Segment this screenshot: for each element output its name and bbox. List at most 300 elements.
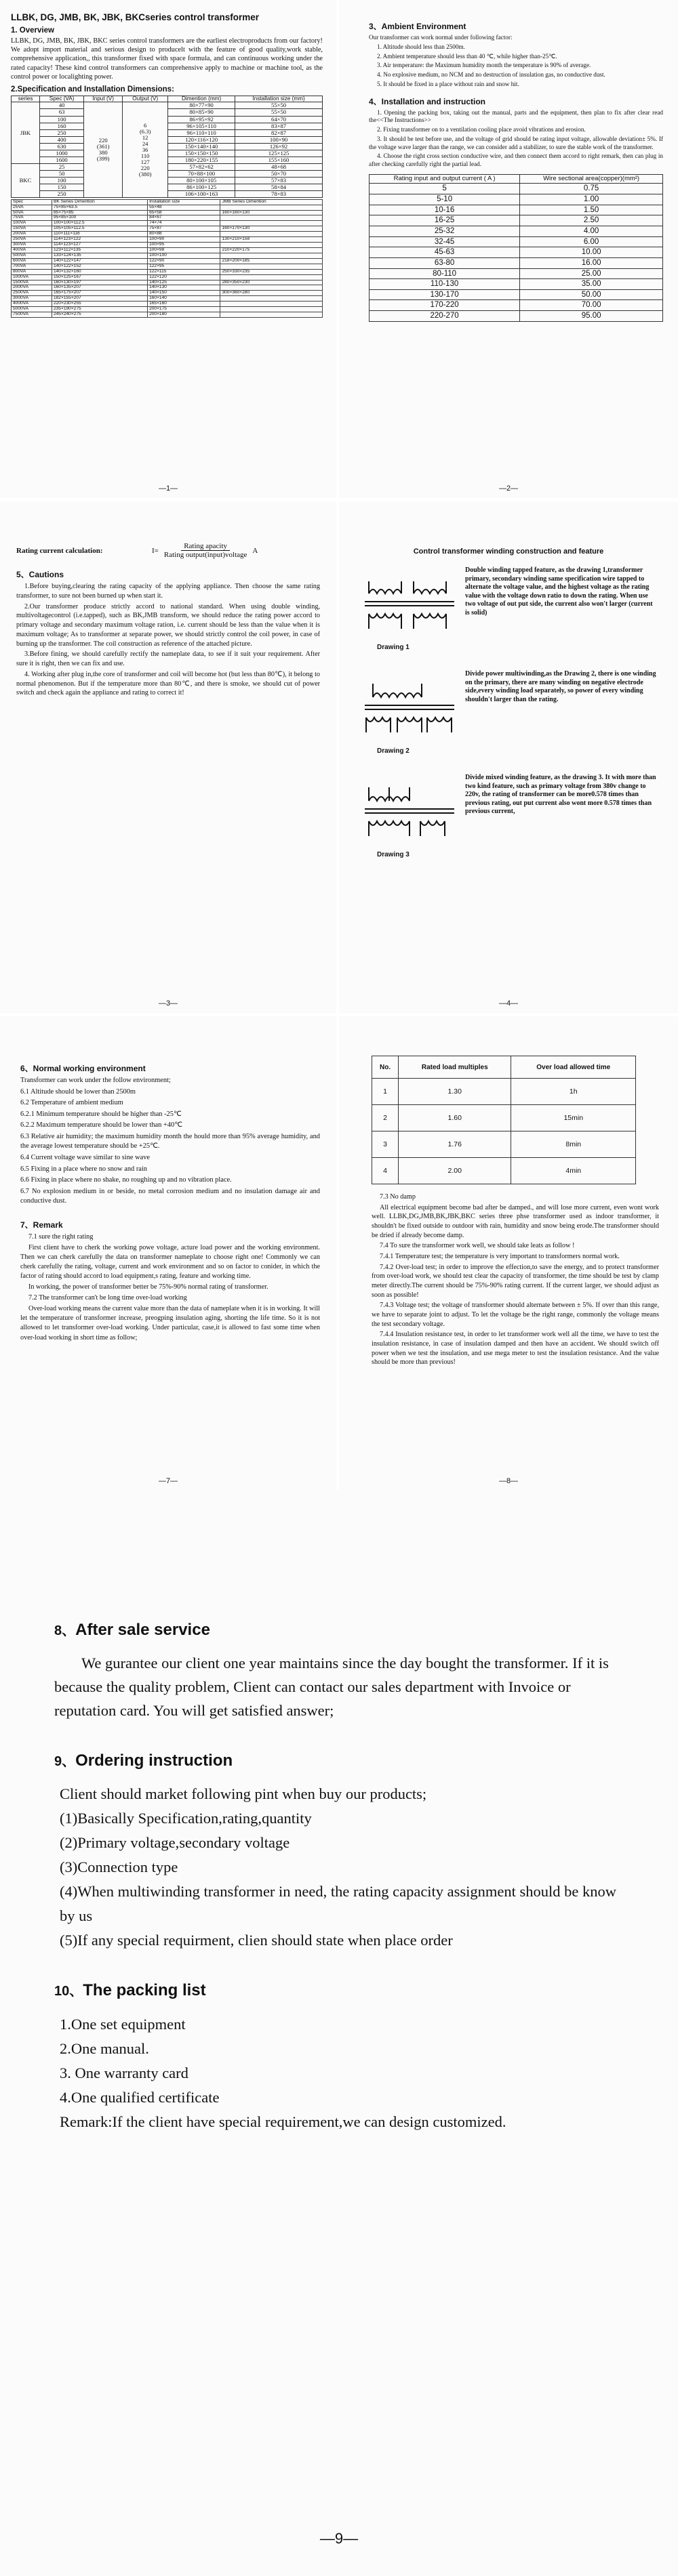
- install-size-cell: 64×70: [235, 116, 323, 123]
- overload-header-cell: No.: [372, 1056, 399, 1079]
- install-size-cell: 55×50: [235, 102, 323, 109]
- spec-table: [11, 96, 323, 198]
- bk-row: [12, 274, 323, 280]
- bk-cell: 123×112×135: [52, 247, 147, 253]
- ambient-item: 4. No explosive medium, no NCM and no destruction of insulation gas, no conductive dust.: [377, 71, 605, 79]
- spec-row: [12, 102, 323, 109]
- bk-cell: 140×150: [148, 291, 220, 296]
- overload-header-cell: Over load allowed time: [511, 1056, 636, 1079]
- bk-cell: 75VA: [12, 215, 52, 221]
- overload-cell: 4: [372, 1158, 399, 1184]
- install-size-cell: 100×90: [235, 136, 323, 143]
- spec-cell: 25: [40, 163, 84, 170]
- spec-header-cell: Dimention (mm): [168, 96, 235, 102]
- spec-cell: 250: [40, 190, 84, 197]
- wire-row: [370, 300, 663, 311]
- bk-cell: 100×100: [148, 253, 220, 258]
- bk-cell: 100×90: [148, 237, 220, 243]
- document-title: LLBK, DG, JMB, BK, JBK, BKCseries control transformer: [11, 12, 260, 22]
- wire-cell: 130-170: [370, 289, 520, 300]
- overload-row: [372, 1105, 636, 1131]
- caution-item: 3.Before fining, we should carefully rectify the nameplate data, to see if it suit your requirement. After sure it is right, then we can fix and use.: [16, 650, 320, 668]
- wire-row: [370, 215, 663, 226]
- test-item: 7.3 No damp: [380, 1193, 416, 1201]
- bk-cell: 140×122×152: [52, 264, 147, 269]
- wire-cell: 25.00: [520, 268, 663, 279]
- dimension-cell: 70×88×100: [168, 170, 235, 177]
- bk-cell: 130×210×158: [220, 237, 323, 243]
- test-item: All electrical equipment become bad after be damped., and will lose more current, even wont work well. LLBK,DG,JMB,BK,JBK,BKC series three phse transformer used as indoor transformer, it shouldn't be fixed outside to outdoor with rain, humidity and snow being erode.The transformer should be dried if already become damp.: [372, 1203, 659, 1239]
- bk-cell: 200×175: [148, 307, 220, 312]
- bk-cell: 140×132×160: [52, 269, 147, 274]
- bk-row: [12, 269, 323, 274]
- install-size-cell: 50×70: [235, 170, 323, 177]
- environment-item: 6.2 Temperature of ambient medium: [20, 1099, 123, 1107]
- overload-row: [372, 1131, 636, 1158]
- ambient-intro: Our transformer can work normal under following factor:: [369, 34, 513, 41]
- section-2-heading: 2.Specification and Installation Dimensions:: [11, 85, 174, 94]
- formula-lead: Rating current calculation:: [16, 546, 103, 555]
- environment-item: 6.7 No explosion medium in or beside, no metal corrosion medium and no insulation damage air and conductive dust.: [20, 1187, 320, 1205]
- spec-cell: 63: [40, 109, 84, 116]
- wire-row: [370, 236, 663, 247]
- overload-cell: 1h: [511, 1079, 636, 1105]
- installation-item: 3. It should be test before use, and the voltage of grid should be rating input voltage, allowable deviation± 5%. If the voltage wave larger than the range, we can consider add a stabilizer, to sure the stable work of the transformer.: [369, 135, 663, 150]
- overload-row: [372, 1079, 636, 1105]
- bk-cell: [220, 274, 323, 280]
- spec-cell: 630: [40, 143, 84, 150]
- bk-cell: 105×105×112.5: [52, 226, 147, 232]
- bk-cell: [220, 205, 323, 210]
- bk-cell: 122×90: [148, 258, 220, 264]
- bk-cell: 235×190×275: [52, 307, 147, 312]
- test-item: 7.4 To sure the transformer work well, we should take leats as follow !: [380, 1242, 575, 1250]
- manual-page-3: [0, 501, 336, 1013]
- bk-cell: 2500VA: [12, 291, 52, 296]
- spec-cell: 1600: [40, 157, 84, 163]
- bk-cell: 165×160: [148, 302, 220, 307]
- dimension-cell: 120×116×120: [168, 136, 235, 143]
- wire-row: [370, 247, 663, 258]
- dimension-cell: 150×140×140: [168, 143, 235, 150]
- section-1-heading: 1. Overview: [11, 26, 54, 35]
- bk-cell: 300×360×280: [220, 291, 323, 296]
- formula-denominator: Rating output(input)voltage: [163, 551, 247, 559]
- wire-cell: 32-45: [370, 236, 520, 247]
- installation-item: 1. Opening the packing box, taking out the manual, parts and the equipment, then plan to fix after clear read the<<The Instructions>>: [369, 108, 663, 124]
- wire-cell: 5: [370, 184, 520, 194]
- current-formula: [16, 542, 320, 559]
- overload-cell: 1: [372, 1079, 399, 1105]
- caution-item: 1.Before buying,clearing the rating capacity of the applying appliance. Then choose the same rating transformer, to sure not been burned up when start it.: [16, 583, 320, 600]
- manual-page-8: [339, 1016, 678, 1491]
- formula-numerator: Rating apacity: [181, 542, 230, 551]
- drawing-caption: Drawing 3: [377, 851, 410, 858]
- bk-header-cell: Spec: [12, 199, 52, 205]
- ambient-item: 3. Air temperature: the Maximum humidity month the temperature is 90% of average.: [377, 62, 591, 69]
- wire-cell: 50.00: [520, 289, 663, 300]
- spec-cell: 250: [40, 129, 84, 136]
- overload-table: [372, 1056, 636, 1184]
- bk-cell: 800VA: [12, 269, 52, 274]
- winding-diagram-3: [359, 774, 461, 848]
- packing-item: Remark:If the client have special requirement,we can design customized.: [60, 2113, 506, 2130]
- spec-header-cell: Output (V): [123, 96, 168, 102]
- wire-header-cell: Rating input and output current ( A ): [370, 174, 520, 183]
- packing-item: 2.One manual.: [60, 2039, 149, 2057]
- bk-cell: [220, 215, 323, 221]
- section-9-heading: [54, 1750, 617, 1770]
- wire-cell: 70.00: [520, 300, 663, 311]
- input-cell: 220 (361) 380 (399): [84, 102, 123, 197]
- spec-cell: 100: [40, 116, 84, 123]
- install-size-cell: 57×83: [235, 177, 323, 184]
- bk-cell: 75×87: [148, 226, 220, 232]
- bk-cell: 100×95: [148, 243, 220, 248]
- dimension-cell: 180×220×155: [168, 157, 235, 163]
- bk-cell: 200VA: [12, 232, 52, 237]
- wire-row: [370, 289, 663, 300]
- wire-cell: 1.00: [520, 194, 663, 205]
- series-cell: BKC: [12, 163, 40, 197]
- wire-row: [370, 205, 663, 215]
- drawing-description: Divide power multiwinding,as the Drawing 2, there is one winding on the primary, there are many winding on negative electrode side,every winding load separately, so power of every winding shouldn't larger than the rating.: [465, 670, 656, 703]
- spec-cell: 400: [40, 136, 84, 143]
- spec-cell: 50: [40, 170, 84, 177]
- packing-item: 1.One set equipment: [60, 2015, 186, 2033]
- drawing-description: Double winding tapped feature, as the drawing 1,transformer primary, secondary winding same specification wire tapped to alternate the voltage value, and the highest voltage as the rating value with the voltage down ratio to down the rating. When use two voltage of out put side, the current also won't larger (current is solid): [465, 566, 653, 617]
- dimension-cell: 150×150×150: [168, 150, 235, 157]
- wire-row: [370, 184, 663, 194]
- page-number: —8—: [498, 1477, 519, 1485]
- bk-cell: 500VA: [12, 253, 52, 258]
- overload-cell: 15min: [511, 1105, 636, 1131]
- wire-cell: 45-63: [370, 247, 520, 258]
- ordering-item: (5)If any special requirment, clien should state when place order: [60, 1931, 453, 1949]
- section-10-title: The packing list: [83, 1980, 206, 1999]
- overload-cell: 3: [372, 1131, 399, 1158]
- bk-cell: 55×48: [148, 205, 220, 210]
- bk-cell: 2000VA: [12, 285, 52, 291]
- wire-header-cell: Wire sectional area(copper)(mm²): [520, 174, 663, 183]
- wire-cell: 95.00: [520, 311, 663, 322]
- overload-header-cell: Rated load multiples: [399, 1056, 511, 1079]
- page-number: —4—: [498, 999, 519, 1007]
- bk-cell: [220, 302, 323, 307]
- overload-cell: 2: [372, 1105, 399, 1131]
- ambient-item: 5. It should be fixed in a place without rain and snow hit.: [377, 80, 519, 87]
- wire-cell: 110-130: [370, 279, 520, 290]
- dimension-cell: 80×85×90: [168, 109, 235, 116]
- overload-cell: 2.00: [399, 1158, 511, 1184]
- bk-cell: 245×240×275: [52, 312, 147, 318]
- wire-cell: 10.00: [520, 247, 663, 258]
- bk-cell: 3000VA: [12, 296, 52, 302]
- bk-cell: 122×115: [148, 269, 220, 274]
- bk-cell: 160×170×130: [220, 226, 323, 232]
- formula-i: I=: [152, 546, 159, 555]
- install-size-cell: 55×50: [235, 109, 323, 116]
- wire-row: [370, 257, 663, 268]
- section-5-heading: 5、Cautions: [16, 570, 64, 579]
- bk-cell: 133×124×135: [52, 253, 147, 258]
- section-10-heading: [54, 1980, 617, 2000]
- ambient-item: 1. Altitude should less than 2500m.: [377, 43, 465, 50]
- environment-item: 6.4 Current voltage wave similar to sine wave: [20, 1153, 151, 1161]
- section-7-heading: 7、Remark: [20, 1220, 63, 1230]
- dimension-cell: 96×105×110: [168, 123, 235, 129]
- dimension-cell: 57×82×62: [168, 163, 235, 170]
- wire-row: [370, 279, 663, 290]
- environment-item: 6.3 Relative air humidity; the maximum humidity month the hould more than 95% average humidity, and the average lowest temperature should be +25℃.: [20, 1132, 320, 1150]
- dimension-cell: 106×100×163: [168, 190, 235, 197]
- ordering-intro: Client should market following pint when buy our products;: [60, 1785, 427, 1802]
- page-number: —2—: [498, 484, 519, 493]
- spec-cell: 150: [40, 184, 84, 190]
- overview-text: LLBK, DG, JMB, BK, JBK, BKC series control transformers are the earliest electroproducts from our factory! We adopt import material and serious design to producelt with the feature of good quality,work stable, comprehensive application,, this transformer fixed with space formula, and can continuous working under the rated capacity! These kind control transformers can comprehensive apply to machine or machine tool, as the control power or localighting power.: [11, 37, 323, 81]
- bk-cell: 110×111×116: [52, 232, 147, 237]
- bk-cell: 1000VA: [12, 274, 52, 280]
- bk-cell: 280×350×230: [220, 280, 323, 285]
- manual-page-7: [0, 1016, 336, 1491]
- drawing-description: Divide mixed winding feature, as the drawing 3. It with more than two kind feature, such as primary voltage from 380v change to 220v, the rating of transformer can be more0.578 times than previous rating, out put current also wont more 0.578 times than previous current,: [465, 774, 656, 815]
- bk-cell: 150VA: [12, 226, 52, 232]
- remark-item: In working, the power of transformer better be 75%-90% normal rating of transformer.: [28, 1283, 268, 1291]
- drawing-1: [359, 566, 658, 641]
- bk-header-cell: JMB Series Dimention: [220, 199, 323, 205]
- dimension-cell: 86×100×125: [168, 184, 235, 190]
- spec-cell: 40: [40, 102, 84, 109]
- spec-header-cell: series: [12, 96, 40, 102]
- install-size-cell: 48×68: [235, 163, 323, 170]
- bk-cell: 85×75×85: [52, 210, 147, 215]
- bk-cell: 140×125: [148, 280, 220, 285]
- installation-item: 4. Choose the right cross section conductive wire, and then connect them accord to right remark, then can plug in after checking carefully right the partial lead.: [369, 152, 663, 168]
- bk-cell: 400VA: [12, 247, 52, 253]
- bk-cell: 150×125×167: [52, 274, 147, 280]
- wire-cell: 1.50: [520, 205, 663, 215]
- overload-cell: 1.60: [399, 1105, 511, 1131]
- bk-cell: 100×100×112.5: [52, 221, 147, 226]
- bk-cell: 165×175×207: [52, 291, 147, 296]
- bk-cell: 4000VA: [12, 302, 52, 307]
- section-8-heading: [54, 1619, 617, 1640]
- section-3-heading: 3、Ambient Environment: [369, 22, 466, 31]
- overload-cell: 4min: [511, 1158, 636, 1184]
- manual-page-2: [339, 0, 678, 498]
- series-dimension-table: [11, 199, 323, 318]
- winding-diagram-2: [359, 670, 461, 745]
- bk-cell: 122×120: [148, 274, 220, 280]
- bk-cell: 220×230×255: [52, 302, 147, 307]
- bk-header-cell: BK Series Dimention: [52, 199, 147, 205]
- bk-header-cell: Installation size: [148, 199, 220, 205]
- bk-cell: 300VA: [12, 243, 52, 248]
- bk-cell: [220, 264, 323, 269]
- drawing-2: [359, 670, 658, 745]
- overload-cell: 1.30: [399, 1079, 511, 1105]
- drawing-caption: Drawing 2: [377, 747, 410, 755]
- packing-item: 3. One warranty card: [60, 2064, 188, 2081]
- bk-cell: 140×122×147: [52, 258, 147, 264]
- dimension-cell: 80×77×90: [168, 102, 235, 109]
- bk-cell: 114×123×122: [52, 237, 147, 243]
- section-10-number: 10、: [54, 1983, 83, 1999]
- wire-section-table: [369, 174, 663, 322]
- bk-cell: 1500VA: [12, 280, 52, 285]
- wire-row: [370, 226, 663, 236]
- bk-row: [12, 205, 323, 210]
- install-size-cell: 58×84: [235, 184, 323, 190]
- ordering-item: (4)When multiwinding transformer in need, the rating capacity assignment should be know by us: [60, 1882, 617, 1924]
- bk-cell: 250VA: [12, 237, 52, 243]
- remark-item: Over-load working means the current value more than the data of nameplate when it is in working. It will let the temperature of transformer increase, preogping insulation aging, shorting the life time. So it is not allowed to let transformer over-load working. Under particular, case,it is allowed to fast some time when over-load working in short time as follow;: [20, 1305, 320, 1342]
- wire-cell: 220-270: [370, 311, 520, 322]
- ordering-item: (1)Basically Specification,rating,quantity: [60, 1809, 312, 1827]
- bk-cell: 250×330×235: [220, 269, 323, 274]
- series-cell: JBK: [12, 102, 40, 163]
- bk-cell: 200×180: [148, 312, 220, 318]
- bk-cell: 160×130×197: [52, 280, 147, 285]
- bk-cell: 75×85×63.5: [52, 205, 147, 210]
- remark-item: First client have to cherk the working powe voltage, acture load power and the working environment. Then we can cherk carefully the data on transformer nameplate to choose right one! Commonly we can cherk carefully the rating, voltage, current and work environment and so on factor to conider, in which the factor of rating should accord to load equipment,s rating, feature and working time.: [20, 1243, 320, 1281]
- bk-cell: 600VA: [12, 258, 52, 264]
- bk-cell: 74×74: [148, 221, 220, 226]
- environment-item: Transformer can work under the follow environment;: [20, 1077, 171, 1084]
- bk-cell: 114×123×127: [52, 243, 147, 248]
- bk-cell: 182×155×207: [52, 296, 147, 302]
- bk-cell: 65×58: [148, 210, 220, 215]
- manual-page-1: [0, 0, 336, 498]
- section-8-title: After sale service: [75, 1621, 210, 1639]
- install-size-cell: 126×92: [235, 143, 323, 150]
- install-size-cell: 78×83: [235, 190, 323, 197]
- environment-item: 6.2.2 Maximum temperature should be lower than +40℃: [20, 1121, 182, 1129]
- ordering-item: (2)Primary voltage,secondary voltage: [60, 1833, 290, 1851]
- bk-cell: 25VA: [12, 205, 52, 210]
- install-size-cell: 125×125: [235, 150, 323, 157]
- wire-row: [370, 194, 663, 205]
- environment-item: 6.5 Fixing in a place where no snow and rain: [20, 1165, 147, 1173]
- spec-cell: 160: [40, 123, 84, 129]
- bk-cell: 95×85×100: [52, 215, 147, 221]
- winding-diagram-1: [359, 566, 461, 641]
- wire-cell: 25-32: [370, 226, 520, 236]
- page-number: —1—: [158, 484, 178, 493]
- wire-cell: 4.00: [520, 226, 663, 236]
- section-4-heading: 4、Installation and instruction: [369, 96, 486, 106]
- manual-page-4: [339, 501, 678, 1013]
- spec-header-cell: Spec (VA): [40, 96, 84, 102]
- ordering-item: (3)Connection type: [60, 1858, 178, 1875]
- wire-cell: 35.00: [520, 279, 663, 290]
- wire-cell: 10-16: [370, 205, 520, 215]
- bk-cell: [220, 307, 323, 312]
- output-cell: 6 (6.3) 12 24 36 110 127 220 (380): [123, 102, 168, 197]
- spec-cell: 1000: [40, 150, 84, 157]
- wire-cell: 5-10: [370, 194, 520, 205]
- bk-cell: 160×140: [148, 296, 220, 302]
- bk-cell: [220, 312, 323, 318]
- bk-row: [12, 264, 323, 269]
- spec-header-cell: Input (V): [84, 96, 123, 102]
- after-sale-text: We gurantee our client one year maintains since the day bought the transformer. If it is because the quality problem, Client can contact our sales department with Invoice or reputation card. You will get satisfied answer;: [54, 1655, 609, 1719]
- installation-item: 2. Fixing transformer on to a ventilation cooling place avoid vibrations and erosion.: [377, 126, 586, 133]
- install-size-cell: 82×87: [235, 129, 323, 136]
- wire-cell: 2.50: [520, 215, 663, 226]
- formula-unit: A: [252, 546, 258, 555]
- bk-cell: 7500VA: [12, 312, 52, 318]
- wire-cell: 16.00: [520, 257, 663, 268]
- section-9-title: Ordering instruction: [75, 1751, 233, 1770]
- winding-heading: Control transformer winding construction and feature: [413, 547, 604, 556]
- bk-cell: 210×220×175: [220, 247, 323, 253]
- wire-cell: 6.00: [520, 236, 663, 247]
- bk-cell: 84×67: [148, 215, 220, 221]
- bk-cell: 50VA: [12, 210, 52, 215]
- dimension-cell: 80×100×105: [168, 177, 235, 184]
- overload-cell: 1.76: [399, 1131, 511, 1158]
- bk-cell: 160×135×207: [52, 285, 147, 291]
- install-size-cell: 155×160: [235, 157, 323, 163]
- overload-cell: 8min: [511, 1131, 636, 1158]
- dimension-cell: 86×95×92: [168, 116, 235, 123]
- wire-cell: 0.75: [520, 184, 663, 194]
- environment-item: 6.6 Fixing in place where no shake, no roughing up and no vibration place.: [20, 1176, 232, 1184]
- test-item: 7.4.3 Voltage test; the voltage of transformer should alternate between ± 5%. If over than this range, we have to separate joint to adjust. To let the voltage be the right range, commonly the voltage means the test secondary voltage.: [372, 1302, 659, 1328]
- bk-cell: 100×98: [148, 247, 220, 253]
- page-number: —9—: [319, 2530, 359, 2547]
- test-item: 7.4.2 Over-load test; in order to improve the effection,to save the energy, and to protect transformer from over-load work, we should test clear the capacity of transformer, the time should be test by clamp meter directly.The current should be 75%-90% rating current. If the current larger, we should adjust as soon as possible!: [372, 1263, 659, 1299]
- wire-row: [370, 311, 663, 322]
- spec-header-cell: Installation size (mm): [235, 96, 323, 102]
- test-item: 7.4.1 Temperature test; the temperature is very important to transformers normal work.: [380, 1253, 620, 1261]
- wire-cell: 16-25: [370, 215, 520, 226]
- caution-item: 2.Our transformer produce strictly accord to national standard. When using double winding, multivoltagecontrol (i.e.tapped), such as BK,JMB transform, we should reduce the rating power accord to primary voltage and secondary maximum voltage ration, i.e. current should be less than the value when it is maximum voltage; As to transformer at separate power, we should strictly control the coil power, in case of burning up the transformer. The coil construction as reference of the attached picture.: [16, 602, 320, 648]
- bk-cell: 5000VA: [12, 307, 52, 312]
- bk-row: [12, 312, 323, 318]
- bk-cell: 122×95: [148, 264, 220, 269]
- drawing-caption: Drawing 1: [377, 644, 410, 651]
- install-size-cell: 83×87: [235, 123, 323, 129]
- remark-item: 7.1 sure the right rating: [28, 1232, 94, 1241]
- test-item: 7.4.4 Insulation resistance test, in order to let transformer work well all the time, we have to test the insulation resistance, in case of insulation damped and then have an accident. We should switch off power when we test the insulation, and use mega meter to test the insulation resistance. And the value should be more than previous!: [372, 1331, 659, 1367]
- page-number: —7—: [158, 1477, 178, 1485]
- bk-cell: 80×88: [148, 232, 220, 237]
- remark-item: 7.2 The transformer can't be long time over-load working: [28, 1294, 187, 1302]
- environment-item: 6.2.1 Minimum temperature should be higher than -25℃: [20, 1110, 182, 1118]
- section-6-heading: 6、Normal working environment: [20, 1064, 146, 1073]
- bk-cell: 160×160×130: [220, 210, 323, 215]
- bk-cell: [220, 296, 323, 302]
- page-number: —3—: [158, 999, 178, 1007]
- dimension-cell: 96×110×110: [168, 129, 235, 136]
- wire-cell: 63-80: [370, 257, 520, 268]
- wire-cell: 80-110: [370, 268, 520, 279]
- packing-item: 4.One qualified certificate: [60, 2088, 220, 2106]
- bk-cell: 700VA: [12, 264, 52, 269]
- environment-item: 6.1 Altitude should be lower than 2500m: [20, 1087, 136, 1096]
- caution-item: 4. Working after plug in,the core of transformer and coil will become hot (but less than 80℃), it belong to normal phenomenon. But if the temperature more than 80℃, and there is smoke, we should cut of power switch and check again the appliance and rating to correct it!: [16, 670, 320, 697]
- bk-cell: 140×130: [148, 285, 220, 291]
- bk-cell: 100VA: [12, 221, 52, 226]
- spec-cell: 100: [40, 177, 84, 184]
- wire-row: [370, 268, 663, 279]
- manual-page-9: [0, 1491, 678, 2576]
- drawing-3: [359, 774, 658, 848]
- section-8-number: 8、: [54, 1623, 76, 1638]
- ambient-item: 2. Ambient temperature should less than 40 ℃, while higher than-25℃.: [377, 52, 557, 60]
